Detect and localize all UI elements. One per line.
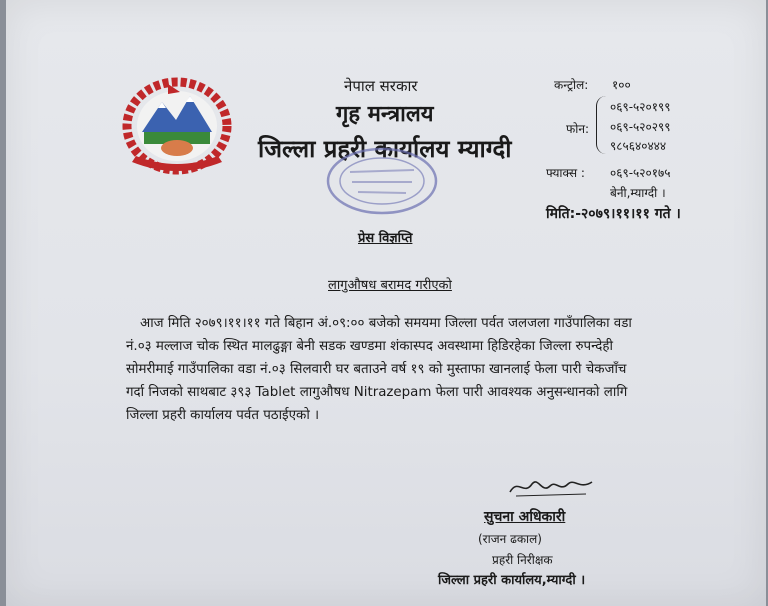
body-line: नं.०३ मल्लाज चोक स्थित मालढुङ्गा बेनी सडक खण्डमा शंकास्पद अवस्थामा हिडिरहेका जिल्ला रुपन्देही (126, 339, 613, 354)
notice-date: मिति:-२०७९।११।११ गते । (546, 206, 681, 222)
nepal-emblem-icon (118, 76, 236, 180)
control-value: १०० (612, 78, 631, 92)
body-line: सोमरीमाई गाउँपालिका वडा नं.०३ सिलवारी घर बताउने वर्ष १९ को मुस्ताफा खानलाई फेला पारी चेकजाँच (126, 362, 627, 377)
office-location: बेनी,म्याग्दी । (610, 186, 666, 200)
signature-icon (506, 474, 596, 500)
government-name: नेपाल सरकार (344, 77, 418, 95)
body-line: जिल्ला प्रहरी कार्यालय पर्वत पठाईएको । (126, 408, 320, 423)
body-line: आज मिति २०७९।११।११ गते बिहान अं.०९:०० बजेको समयमा जिल्ला पर्वत जलजला गाउँपालिका वडा (140, 316, 632, 331)
signatory-name: (राजन ढकाल) (478, 532, 542, 546)
phone-brace (596, 96, 607, 154)
notice-type: प्रेस विज्ञप्ति (358, 231, 413, 246)
phone-number: ०६९-५२०१९९ (610, 100, 671, 114)
fax-label: फ्याक्स : (546, 166, 585, 180)
phone-number: ९८५६४०४४४ (610, 139, 667, 153)
control-label: कन्ट्रोल: (554, 78, 589, 92)
phone-label: फोन: (566, 122, 590, 136)
document-page (6, 0, 766, 606)
signatory-rank: प्रहरी निरीक्षक (492, 553, 553, 567)
signatory-title: सुचना अधिकारी (484, 509, 566, 525)
signatory-office: जिल्ला प्रहरी कार्यालय,म्याग्दी । (438, 573, 586, 588)
phone-number: ०६९-५२०२९९ (610, 120, 671, 134)
office-name: जिल्ला प्रहरी कार्यालय म्याग्दी (258, 135, 512, 163)
fax-value: ०६९-५२०१७५ (610, 166, 671, 180)
office-stamp-icon (324, 146, 440, 216)
notice-subject: लागुऔषध बरामद गरीएको (328, 278, 452, 293)
ministry-name: गृह मन्त्रालय (336, 102, 434, 127)
body-line: गर्दा निजको साथबाट ३९३ Tablet लागुऔषध Nitrazepam फेला पारी आवश्यक अनुसन्धानको लागि (126, 385, 628, 400)
